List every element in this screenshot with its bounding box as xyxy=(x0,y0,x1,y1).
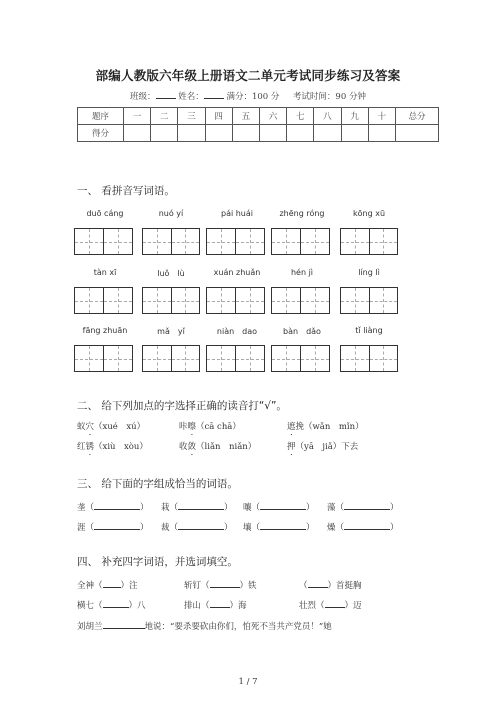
name-label: 姓名： xyxy=(178,92,204,102)
pinyin: hén jì xyxy=(290,268,314,277)
reading-item[interactable]: 咔嚓（cā chā） xyxy=(179,422,241,432)
word-item[interactable]: 裁（ ） xyxy=(161,523,233,533)
writing-grid[interactable] xyxy=(74,345,133,372)
pinyin: tàn xī xyxy=(93,268,117,277)
pinyin: bàn dǎo xyxy=(283,327,321,336)
writing-grid[interactable] xyxy=(142,345,200,372)
idiom-item[interactable]: 斩钉（ ）铁 xyxy=(184,581,257,591)
section1-heading: 一、 看拼音写词语。 xyxy=(77,185,175,197)
writing-grid[interactable] xyxy=(206,287,265,314)
header-cell: 一 xyxy=(124,108,151,125)
reading-item[interactable]: 遮挽（wǎn mǐn） xyxy=(287,422,364,432)
score-cell[interactable] xyxy=(232,125,259,142)
word-item[interactable]: 藻（ ） xyxy=(327,503,399,513)
pinyin: niàn dao xyxy=(216,327,258,336)
writing-grid[interactable] xyxy=(206,228,265,255)
writing-grid[interactable] xyxy=(271,345,330,372)
word-item[interactable]: 燥（ ） xyxy=(327,523,399,533)
header-cell: 十 xyxy=(368,108,395,125)
score-header-row xyxy=(78,108,439,125)
word-item[interactable]: 垄（ ） xyxy=(77,503,149,513)
pinyin: duō cáng xyxy=(86,209,124,218)
pinyin: xuán zhuǎn xyxy=(213,268,261,277)
writing-grid[interactable] xyxy=(142,287,200,314)
reading-item[interactable]: 红锈（xiù xòu） xyxy=(77,442,148,452)
section3-heading: 三、 给下面的字组成恰当的词语。 xyxy=(77,478,238,490)
idiom-item[interactable]: （ ）首挺胸 xyxy=(299,581,362,591)
writing-grid[interactable] xyxy=(271,287,330,314)
reading-item[interactable]: 收敛（liǎn niǎn） xyxy=(179,442,257,452)
idiom-item[interactable]: 横七（ ）八 xyxy=(77,601,146,611)
writing-grid[interactable] xyxy=(340,345,398,372)
score-row-label: 得分 xyxy=(78,125,124,142)
pinyin: pái huái xyxy=(220,209,253,218)
writing-grid[interactable] xyxy=(142,228,200,255)
writing-grid[interactable] xyxy=(74,287,133,314)
pinyin: nuó yí xyxy=(158,209,184,218)
page-number: 1 / 7 xyxy=(238,677,258,687)
word-item[interactable]: 嚷（ ） xyxy=(243,503,315,513)
writing-grid[interactable] xyxy=(74,228,133,255)
pinyin: tǐ liàng xyxy=(355,326,383,335)
score-cell[interactable] xyxy=(178,125,205,142)
class-label: 班级： xyxy=(130,92,156,102)
score-cell[interactable] xyxy=(368,125,395,142)
header-cell: 总分 xyxy=(396,108,439,125)
idiom-item[interactable]: 排山（ ）海 xyxy=(184,601,247,611)
word-item[interactable]: 壤（ ） xyxy=(243,523,315,533)
idiom-item[interactable]: 壮烈（ ）迈 xyxy=(299,601,362,611)
reading-item[interactable]: 押（yā jiǎ）下去 xyxy=(287,442,359,452)
exam-time: 考试时间：90 分钟 xyxy=(292,92,366,102)
writing-grid[interactable] xyxy=(340,287,398,314)
score-cell[interactable] xyxy=(259,125,286,142)
score-cell[interactable] xyxy=(396,125,439,142)
header-cell: 三 xyxy=(178,108,205,125)
page-title: 部编人教版六年级上册语文二单元考试同步练习及答案 xyxy=(95,68,401,83)
score-cell[interactable] xyxy=(151,125,178,142)
writing-grid[interactable] xyxy=(340,228,398,255)
score-table xyxy=(77,107,439,142)
pinyin: luǒ lù xyxy=(157,269,185,278)
header-cell: 题序 xyxy=(78,108,124,125)
pinyin: zhēng róng xyxy=(279,209,325,218)
header-cell: 五 xyxy=(232,108,259,125)
name-blank[interactable] xyxy=(204,90,224,99)
header-cell: 八 xyxy=(314,108,341,125)
word-item[interactable]: 栽（ ） xyxy=(161,503,233,513)
header-cell: 七 xyxy=(287,108,314,125)
word-item[interactable]: 涯（ ） xyxy=(77,523,149,533)
exam-info xyxy=(0,90,496,102)
header-cell: 九 xyxy=(341,108,368,125)
score-cell[interactable] xyxy=(314,125,341,142)
class-blank[interactable] xyxy=(156,90,176,99)
score-cell[interactable] xyxy=(341,125,368,142)
score-cell[interactable] xyxy=(287,125,314,142)
section2-heading: 二、 给下列加点的字选择正确的读音打“√”。 xyxy=(77,400,287,412)
header-cell: 六 xyxy=(259,108,286,125)
header-cell: 二 xyxy=(151,108,178,125)
reading-item[interactable]: 蚁穴（xué xú） xyxy=(77,422,146,432)
full-score: 满分：100 分 xyxy=(226,92,280,102)
pinyin: fāng zhuān xyxy=(82,326,128,335)
writing-grid[interactable] xyxy=(271,228,330,255)
score-cell[interactable] xyxy=(124,125,151,142)
fill-sentence[interactable]: 刘胡兰 地说：“要杀要砍由你们，怕死不当共产党员！”她 xyxy=(77,622,332,632)
idiom-item[interactable]: 全神（ ）注 xyxy=(77,581,138,591)
pinyin: mǎ yǐ xyxy=(157,327,185,336)
writing-grid[interactable] xyxy=(206,345,265,372)
pinyin: líng lì xyxy=(358,268,380,277)
header-cell: 四 xyxy=(205,108,232,125)
pinyin: kōng xū xyxy=(352,209,386,218)
section4-heading: 四、 补充四字词语，并选词填空。 xyxy=(77,556,238,568)
score-cell[interactable] xyxy=(205,125,232,142)
score-row xyxy=(78,125,439,142)
